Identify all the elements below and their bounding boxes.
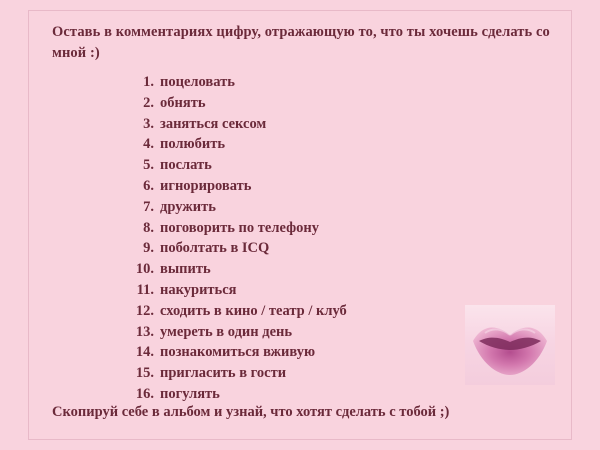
options-list (128, 72, 508, 405)
list-item (128, 238, 508, 259)
list-item (128, 301, 508, 322)
list-item-label: поцеловать (160, 74, 235, 90)
list-item-number: 2. (143, 94, 154, 111)
list-item (128, 93, 508, 114)
list-item-label: познакомиться вживую (160, 344, 316, 361)
list-item-number: 6. (143, 177, 154, 194)
list-item (128, 259, 508, 280)
lips-image (465, 305, 555, 385)
list-item-label: накуриться (160, 281, 237, 298)
list-item-label: погулять (160, 385, 220, 402)
list-item (128, 280, 508, 301)
list-item-number: 11. (136, 281, 154, 298)
list-item-label: дружить (160, 198, 216, 215)
list-item-label: выпить (160, 261, 211, 278)
list-item (128, 134, 508, 155)
list-item-label: поболтать в ICQ (160, 240, 270, 257)
list-item-label: заняться сексом (160, 115, 267, 132)
list-item-label: обнять (160, 94, 206, 111)
list-item-number: 1. (143, 74, 154, 90)
list-item (128, 363, 508, 384)
list-item-number: 3. (143, 115, 154, 132)
list-item-number: 8. (143, 219, 154, 236)
list-item-number: 16. (135, 385, 154, 402)
list-item-number: 14. (135, 344, 154, 361)
list-item-number: 7. (143, 198, 154, 215)
list-item-label: пригласить в гости (160, 365, 287, 382)
list-item-number: 12. (135, 302, 154, 319)
list-item (128, 155, 508, 176)
list-item-number: 13. (135, 323, 154, 340)
outro-text: Скопируй себе в альбом и узнай, что хотят сделать с тобой ;) (52, 404, 450, 420)
lips-icon (465, 305, 555, 385)
list-item-number: 4. (143, 136, 154, 153)
list-item-label: сходить в кино / театр / клуб (160, 302, 347, 319)
list-item-number: 9. (143, 240, 154, 257)
list-item-label: поговорить по телефону (160, 219, 319, 236)
intro-text: Оставь в комментариях цифру, отражающую то, что ты хочешь сделать со мной :) (52, 24, 550, 62)
list-item (128, 197, 508, 218)
list-item (128, 218, 508, 239)
list-item (128, 176, 508, 197)
list-item-number: 10. (135, 261, 154, 278)
list-item-label: послать (160, 157, 212, 174)
list-item-number: 15. (135, 365, 154, 382)
list-item (128, 342, 508, 363)
list-item-label: полюбить (160, 136, 226, 153)
list-item (128, 114, 508, 135)
list-item (128, 72, 508, 93)
list-item (128, 322, 508, 343)
list-item-label: умереть в один день (160, 323, 293, 340)
list-item-number: 5. (143, 157, 154, 174)
list-item-label: игнорировать (160, 177, 252, 194)
